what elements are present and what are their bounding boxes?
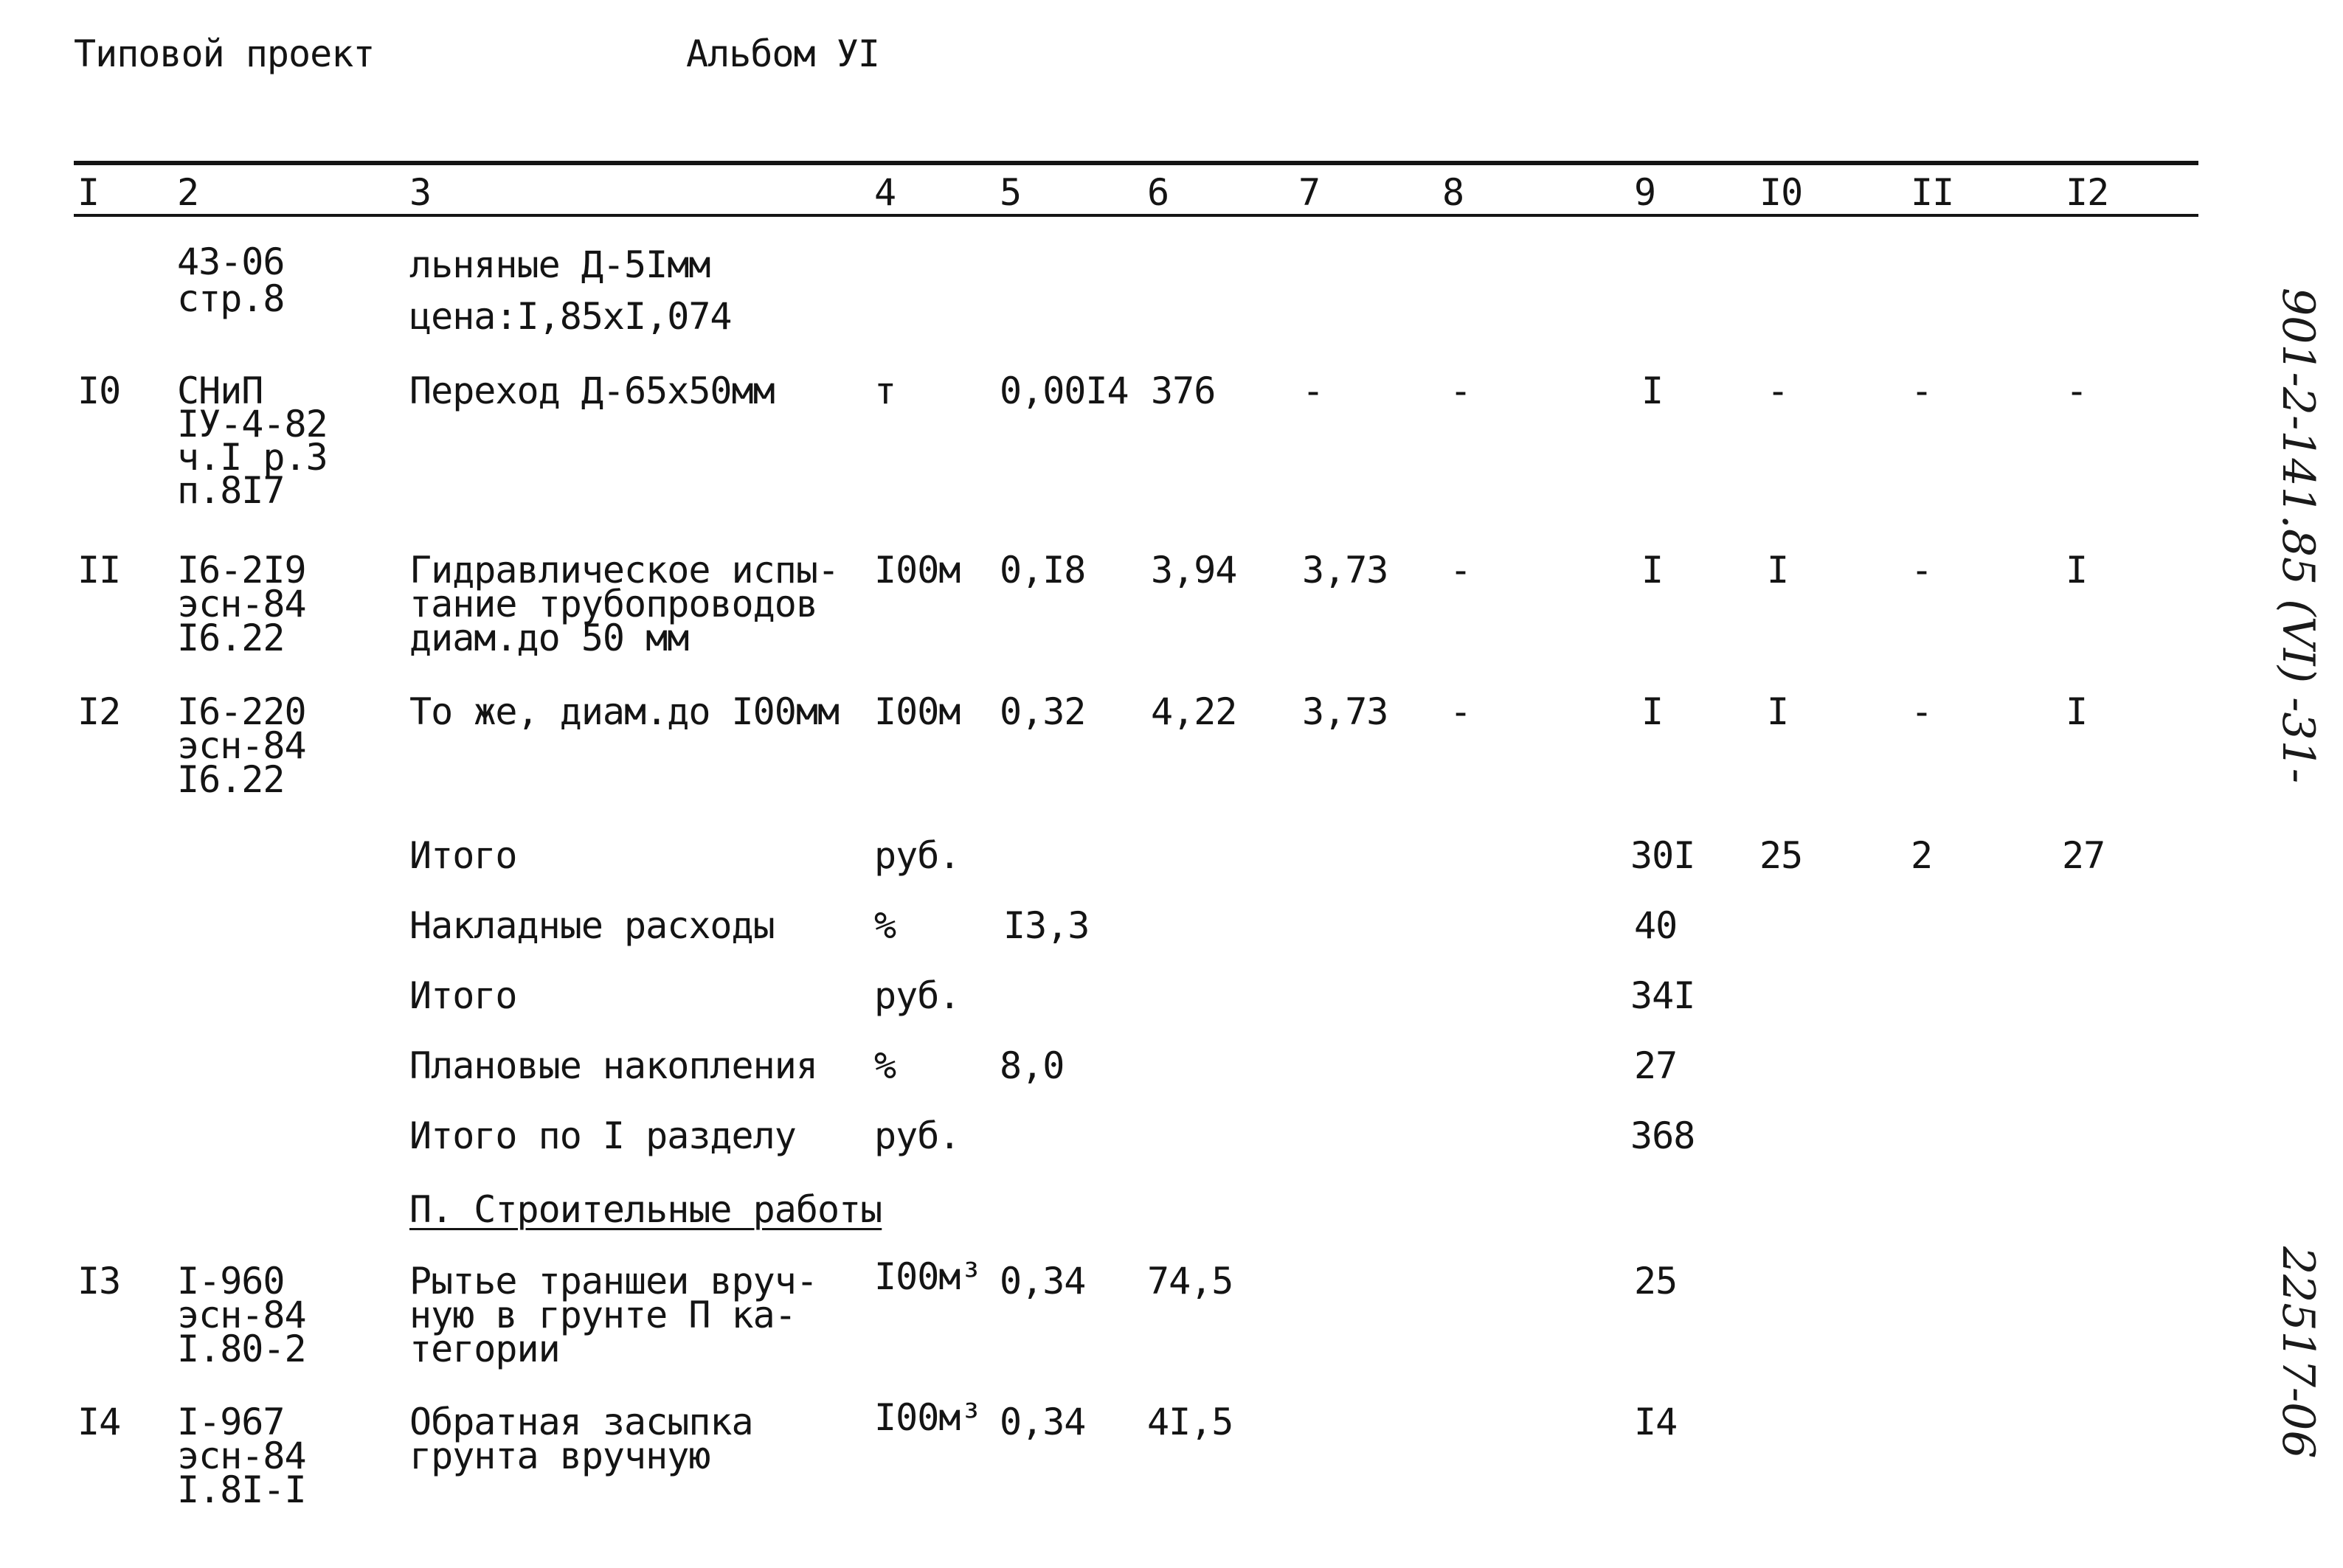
row-name: цена:I,85xI,074 (409, 295, 732, 338)
margin-note-bottom: 22517-06 (2272, 1246, 2324, 1459)
row-col6: 3,94 (1151, 549, 1237, 592)
row-name: Рытье траншеи вруч- (409, 1260, 817, 1302)
project-label: Типовой проект (74, 32, 375, 75)
row-name: диам.до 50 мм (409, 617, 689, 659)
total-unit: % (874, 904, 896, 947)
row-code: I-967 (177, 1401, 285, 1443)
row-name: тегории (409, 1328, 560, 1370)
row-col12: I (2066, 549, 2088, 592)
col-header-9: 9 (1634, 171, 1656, 214)
row-qty: 0,34 (1000, 1401, 1086, 1443)
row-col8: - (1450, 370, 1472, 412)
row-col10: - (1767, 370, 1789, 412)
row-code: п.8I7 (177, 469, 285, 512)
row-code: 43-06 (177, 240, 285, 283)
row-col11: - (1911, 370, 1933, 412)
row-col9: 25 (1634, 1260, 1678, 1302)
row-col7: 3,73 (1302, 549, 1388, 592)
col-header-2: 2 (177, 171, 199, 214)
row-name: Обратная засыпка (409, 1401, 753, 1443)
row-code: СНиП (177, 370, 263, 412)
row-code: I6.22 (177, 617, 285, 659)
row-qty: 0,32 (1000, 690, 1086, 733)
col-header-6: 6 (1147, 171, 1169, 214)
row-code: I.8I-I (177, 1468, 306, 1511)
row-col7: - (1302, 370, 1324, 412)
total-col9: 30I (1630, 834, 1695, 877)
col-header-10: I0 (1759, 171, 1803, 214)
total-label: Итого по I разделу (409, 1114, 796, 1157)
row-col9: I (1641, 370, 1664, 412)
row-col6: 4I,5 (1147, 1401, 1233, 1443)
row-number: II (77, 549, 121, 592)
row-col8: - (1450, 549, 1472, 592)
row-code: I-960 (177, 1260, 285, 1302)
row-qty: 0,I8 (1000, 549, 1086, 592)
row-name: ную в грунте П ка- (409, 1294, 796, 1336)
total-label: Итого (409, 834, 517, 877)
row-col11: - (1911, 690, 1933, 733)
row-col11: - (1911, 549, 1933, 592)
total-unit: руб. (874, 1114, 961, 1157)
row-code: I6-220 (177, 690, 306, 733)
total-col12: 27 (2062, 834, 2105, 877)
row-unit: I00м (874, 549, 961, 592)
row-col12: - (2066, 370, 2088, 412)
row-number: I2 (77, 690, 121, 733)
row-col6: 74,5 (1147, 1260, 1233, 1302)
total-qty: 8,0 (1000, 1044, 1065, 1087)
row-code: I.80-2 (177, 1328, 306, 1370)
row-col10: I (1767, 690, 1789, 733)
row-code: эсн-84 (177, 724, 306, 767)
col-header-3: 3 (409, 171, 432, 214)
album-label: Альбом УI (686, 32, 879, 75)
col-header-11: II (1911, 171, 1954, 214)
row-name: грунта вручную (409, 1435, 710, 1477)
table-top-rule (74, 161, 2198, 165)
col-header-1: I (77, 171, 100, 214)
row-col7: 3,73 (1302, 690, 1388, 733)
row-name: Гидравлическое испы- (409, 549, 840, 592)
row-number: I0 (77, 370, 121, 412)
total-col9: 368 (1630, 1114, 1695, 1157)
row-code: ч.I р.3 (177, 436, 328, 479)
row-name: тание трубопроводов (409, 583, 817, 625)
section-heading: П. Строительные работы (409, 1188, 882, 1231)
total-unit: руб. (874, 834, 961, 877)
col-header-7: 7 (1298, 171, 1321, 214)
row-number: I3 (77, 1260, 121, 1302)
total-col9: 34I (1630, 974, 1695, 1017)
row-unit: I00м (874, 690, 961, 733)
row-name: То же, диам.до I00мм (409, 690, 840, 733)
row-unit: I00м³ (874, 1396, 982, 1439)
col-header-5: 5 (1000, 171, 1022, 214)
row-col9: I (1641, 690, 1664, 733)
row-qty: 0,00I4 (1000, 370, 1129, 412)
row-qty: 0,34 (1000, 1260, 1086, 1302)
row-col9: I4 (1634, 1401, 1678, 1443)
margin-note-top: 901-2-141.85 (VI) -31- (2272, 288, 2324, 784)
col-header-8: 8 (1442, 171, 1464, 214)
total-label: Итого (409, 974, 517, 1017)
row-code: эсн-84 (177, 1435, 306, 1477)
row-col9: I (1641, 549, 1664, 592)
row-code: стр.8 (177, 277, 285, 320)
total-qty: I3,3 (1003, 904, 1090, 947)
row-number: I4 (77, 1401, 121, 1443)
total-unit: % (874, 1044, 896, 1087)
col-header-4: 4 (874, 171, 896, 214)
row-unit: I00м³ (874, 1255, 982, 1298)
row-col6: 376 (1151, 370, 1216, 412)
row-name: льняные Д-5Iмм (409, 243, 710, 286)
row-code: эсн-84 (177, 1294, 306, 1336)
row-code: I6.22 (177, 758, 285, 801)
row-col12: I (2066, 690, 2088, 733)
row-col8: - (1450, 690, 1472, 733)
total-col11: 2 (1911, 834, 1933, 877)
row-code: IУ-4-82 (177, 403, 328, 445)
col-header-12: I2 (2066, 171, 2109, 214)
total-col9: 40 (1634, 904, 1678, 947)
row-unit: т (874, 370, 896, 412)
total-col10: 25 (1759, 834, 1803, 877)
total-label: Плановые накопления (409, 1044, 817, 1087)
total-col9: 27 (1634, 1044, 1678, 1087)
total-unit: руб. (874, 974, 961, 1017)
row-col10: I (1767, 549, 1789, 592)
total-label: Накладные расходы (409, 904, 775, 947)
row-col6: 4,22 (1151, 690, 1237, 733)
header-bottom-rule (74, 214, 2198, 217)
row-name: Переход Д-65x50мм (409, 370, 775, 412)
row-code: эсн-84 (177, 583, 306, 625)
row-code: I6-2I9 (177, 549, 306, 592)
